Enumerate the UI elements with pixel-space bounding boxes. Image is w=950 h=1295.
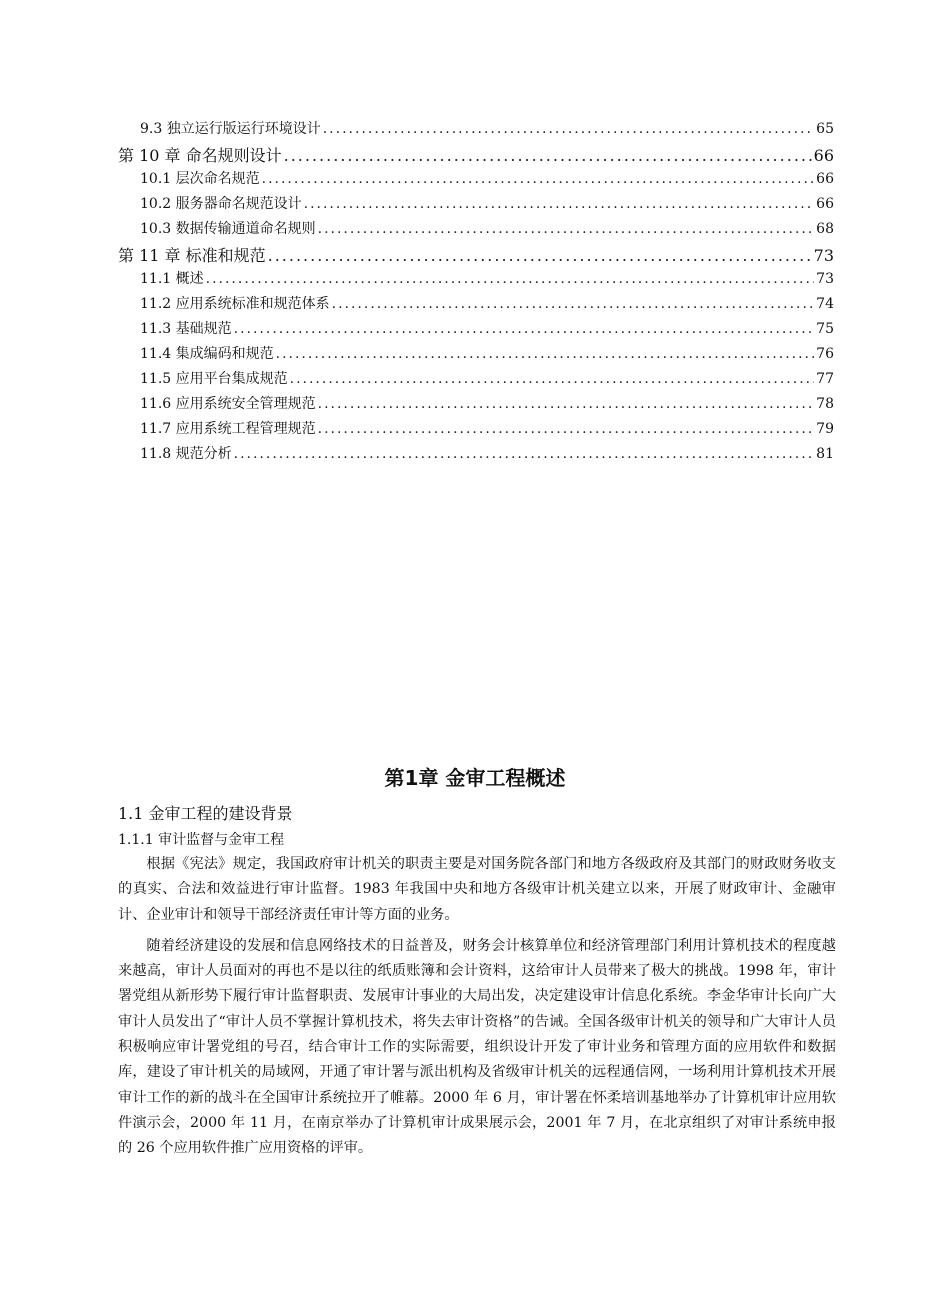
toc-label: 9.3 独立运行版运行环境设计 [140,121,321,137]
toc-page: 77 [816,371,834,387]
toc-page: 75 [816,321,834,337]
paragraph: 根据《宪法》规定，我国政府审计机关的职责主要是对国务院各部门和地方各级政府及其部门的财政财务收支的真实、合法和效益进行审计监督。1983 年我国中央和地方各级审计机关建立以来，开展了财政审计、金融审计、企业审计和领导干部经济责任审计等方面的业务。 [118,856,836,923]
toc-label: 11.2 应用系统标准和规范体系 [140,296,330,312]
toc-leader [268,246,812,265]
toc-label: 11.5 应用平台集成规范 [140,371,288,387]
toc-entry[interactable] [118,343,834,368]
toc-page: 81 [816,446,834,462]
toc-leader [304,196,815,212]
toc-entry[interactable] [118,293,834,318]
toc-label: 第 11 章 标准和规范 [118,246,266,265]
toc-label: 11.4 集成编码和规范 [140,346,274,362]
toc-entry[interactable] [118,143,834,168]
toc-leader [206,271,815,287]
toc-leader [318,396,815,412]
toc-page: 78 [816,396,834,412]
toc-entry[interactable] [118,268,834,293]
toc-label: 11.8 规范分析 [140,446,232,462]
toc-page: 74 [816,296,834,312]
toc-label: 11.7 应用系统工程管理规范 [140,421,316,437]
toc-leader [318,421,815,437]
subsection-heading: 1.1.1 审计监督与金审工程 [118,832,285,848]
toc-page: 66 [816,196,834,212]
toc-entry[interactable] [118,118,834,143]
toc-leader [234,321,815,337]
toc-entry[interactable] [118,243,834,268]
toc-label: 第 10 章 命名规则设计 [118,146,282,165]
toc-entry[interactable] [118,368,834,393]
toc-entry[interactable] [118,443,834,468]
toc-label: 10.1 层次命名规范 [140,171,260,187]
toc-label: 11.6 应用系统安全管理规范 [140,396,316,412]
toc-entry[interactable] [118,318,834,343]
paragraph: 随着经济建设的发展和信息网络技术的日益普及，财务会计核算单位和经济管理部门利用计算机技术的程度越来越高，审计人员面对的再也不是以往的纸质账簿和会计资料，这给审计人员带来了极大的挑战。1998 年，审计署党组从新形势下履行审计监督职责、发展审计事业的大局出发，决定建设审计信息化系统。李金华审计长向广大审计人员发出了“审计人员不掌握计算机技术，将失去审计资格”的告诫。全国各级审计机关的领导和广大审计人员积极响应审计署党组的号召，结合审计工作的实际需要，组织设计开发了审计业务和管理方面的应用软件和数据库，建设了审计机关的局域网，开通了审计署与派出机构及省级审计机关的远程通信网，一场利用计算机技术开展审计工作的新的战斗在全国审计系统拉开了帷幕。2000 年 6 月，审计署在怀柔培训基地举办了计算机审计应用软件演示会，2000 年 11 月，在南京举办了计算机审计成果展示会，2001 年 7 月，在北京组织了对审计系统申报的 26 个应用软件推广应用资格的评审。 [118,937,836,1157]
body-text [118,852,836,1168]
toc-entry[interactable] [118,393,834,418]
toc-label: 11.1 概述 [140,271,204,287]
toc-leader [332,296,815,312]
toc-entry[interactable] [118,193,834,218]
toc-leader [284,146,812,165]
toc-label: 11.3 基础规范 [140,321,232,337]
toc-page: 76 [816,346,834,362]
toc-page: 73 [816,271,834,287]
toc-entry[interactable] [118,168,834,193]
toc-page: 65 [816,121,834,137]
toc-leader [276,346,815,362]
toc-leader [290,371,815,387]
toc-entry[interactable] [118,418,834,443]
toc-label: 10.3 数据传输通道命名规则 [140,221,316,237]
toc-label: 10.2 服务器命名规范设计 [140,196,302,212]
section-heading: 1.1 金审工程的建设背景 [118,804,293,823]
chapter-title: 第1章 金审工程概述 [384,766,566,790]
toc-leader [318,221,815,237]
toc-page: 73 [813,246,834,265]
toc-leader [234,446,815,462]
toc-page: 66 [816,171,834,187]
table-of-contents [118,118,834,468]
toc-page: 68 [816,221,834,237]
toc-leader [323,121,814,137]
toc-page: 66 [813,146,834,165]
toc-leader [262,171,815,187]
toc-page: 79 [816,421,834,437]
toc-entry[interactable] [118,218,834,243]
